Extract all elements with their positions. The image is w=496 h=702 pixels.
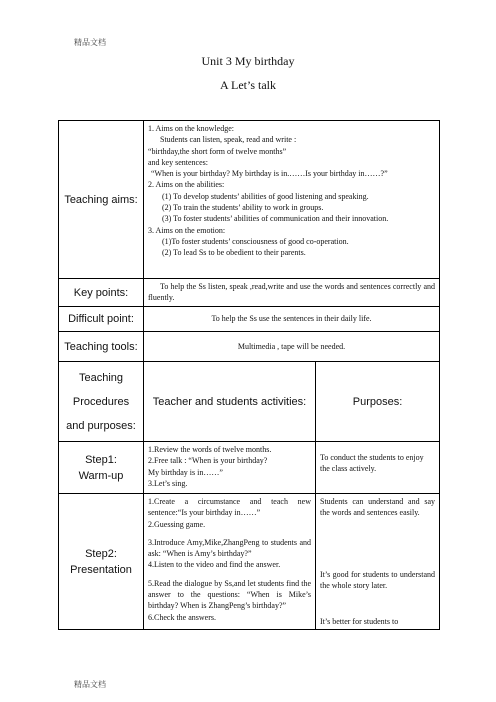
step2-activity: 6.Check the answers. — [148, 612, 216, 622]
step1-activity: My birthday is in……” — [148, 467, 223, 477]
procedures-header-col2: Teacher and students activities: — [144, 362, 316, 442]
aims-line: “birthday,the short form of twelve months” — [148, 146, 287, 156]
aims-line: 1. Aims on the knowledge: — [148, 124, 234, 133]
key-points-label: Key points: — [59, 279, 144, 307]
aims-content — [144, 121, 440, 279]
step2-activity: 1.Create a circumstance and teach new sentence:“Is your birthday in……” — [148, 497, 311, 518]
aims-line: (3) To foster students’ abilities of communication and their innovation. — [162, 214, 389, 224]
teaching-tools-row — [59, 332, 440, 362]
aims-line: (1)To foster students’ consciousness of good co-operation. — [162, 236, 349, 246]
aims-line: (1) To develop students’ abilities of good listening and speaking. — [162, 191, 369, 201]
aims-line: Students can listen, speak, read and write : — [160, 135, 297, 145]
aims-line: (2) To lead Ss to be obedient to their parents. — [162, 248, 306, 258]
lesson-title: Unit 3 My birthday — [201, 54, 295, 68]
procedures-header-col3: Purposes: — [316, 362, 440, 442]
aims-line: 2. Aims on the abilities: — [148, 180, 225, 190]
difficult-point-row — [59, 307, 440, 332]
page-footer: 精品文档 — [74, 680, 106, 689]
lesson-subtitle: A Let’s talk — [220, 78, 276, 92]
step1-purpose: To conduct the students to enjoy the class actively. — [316, 442, 440, 494]
step2-label — [59, 494, 144, 630]
key-points-row — [59, 279, 440, 307]
step2-label-line1: Step2: — [85, 547, 117, 560]
step1-row — [59, 442, 440, 494]
aims-line: “When is your birthday? My birthday is in.……Is your birthday in……?” — [151, 169, 388, 179]
step2-activity: 3.Introduce Amy,Mike,ZhangPeng to students and ask: “When is Amy’s birthday?” — [148, 537, 311, 559]
aims-line: 3. Aims on the emotion: — [148, 225, 226, 235]
aims-line: and key sentences: — [148, 157, 208, 167]
step1-activities — [144, 442, 316, 494]
aims-row — [59, 121, 440, 279]
lesson-plan-table — [58, 120, 440, 630]
step2-activity: 5.Read the dialogue by Ss,and let students find the answer to the questions: “When is Mike’s birthday? When is ZhangPeng’s birthday?” — [148, 578, 311, 611]
step1-activity: 1.Review the words of twelve months. — [148, 445, 272, 454]
step1-label — [59, 442, 144, 494]
step2-purposes — [316, 494, 440, 630]
aims-label: Teaching aims: — [59, 121, 144, 279]
difficult-point-label: Difficult point: — [59, 307, 144, 332]
teaching-tools-label: Teaching tools: — [59, 332, 144, 362]
step1-label-line1: Step1: — [85, 453, 117, 466]
step2-label-line2: Presentation — [70, 563, 132, 576]
difficult-point-text: To help the Ss use the sentences in their daily life. — [144, 307, 440, 332]
procedures-header-row — [59, 362, 440, 442]
key-points-text: To help the Ss listen, speak ,read,write and use the words and sentences correctly and fluently. — [144, 279, 440, 307]
step1-activity: 2.Free talk : “When is your birthday? — [148, 456, 268, 466]
step2-activities — [144, 494, 316, 630]
procedures-header-col1: Teaching Procedures and purposes: — [59, 362, 144, 442]
teaching-tools-text: Multimedia , tape will be needed. — [144, 332, 440, 362]
step2-activity: 4.Listen to the video and find the answer. — [148, 560, 281, 570]
step1-label-line2: Warm-up — [78, 469, 124, 482]
step2-purpose: It’s better for students to — [320, 617, 399, 627]
step1-activity: 3.Let’s sing. — [148, 478, 188, 488]
aims-line: (2) To train the students’ ability to work in groups. — [162, 203, 324, 213]
step2-purpose: Students can understand and say the words and sentences easily. — [320, 497, 435, 518]
step2-purpose: It’s good for students to understand the whole story later. — [320, 569, 435, 590]
step2-activity: 2.Guessing game. — [148, 519, 206, 529]
step2-row — [59, 494, 440, 630]
page-header: 精品文档 — [74, 38, 106, 47]
